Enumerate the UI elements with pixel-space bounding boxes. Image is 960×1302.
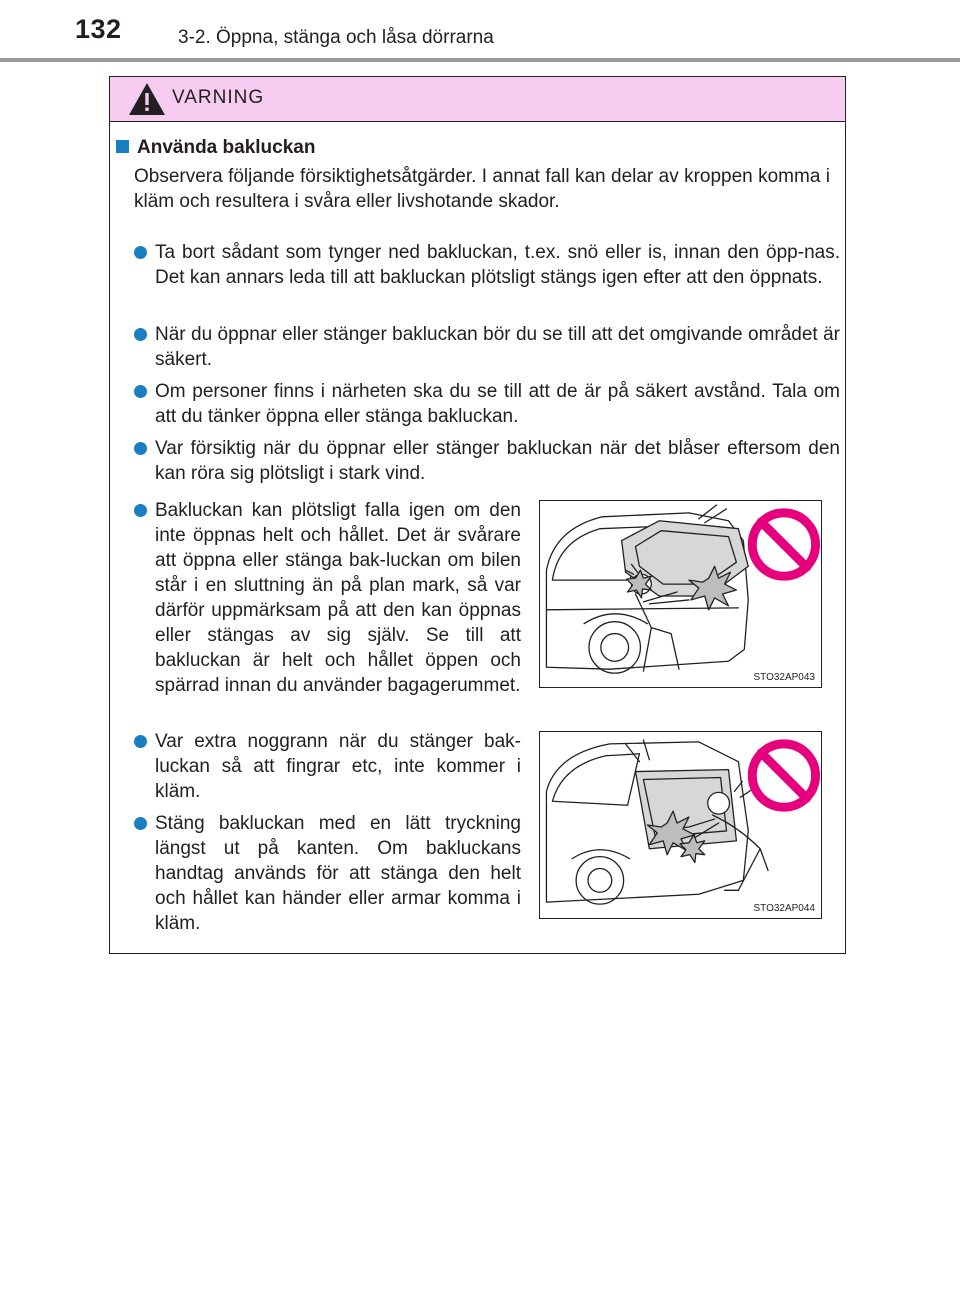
header-rule: [0, 58, 960, 62]
list-item-text: Om personer finns i närheten ska du se till att de är på säkert avstånd. Tala om att du tänker öppna eller stänga bakluckan.: [155, 381, 840, 427]
bullet-dot-icon: [134, 817, 147, 830]
list-item: [134, 436, 840, 486]
warning-box: [109, 76, 846, 954]
subsection-heading-text: Använda bakluckan: [137, 137, 316, 158]
page-header: [0, 0, 960, 64]
figure-code: STO32AP043: [753, 672, 815, 683]
list-item: [134, 811, 521, 936]
list-item: [134, 240, 840, 290]
section-title: 3-2. Öppna, stänga och låsa dörrarna: [178, 27, 494, 48]
list-item-text: När du öppnar eller stänger bakluckan bör du se till att det omgivande området är säkert.: [155, 324, 840, 370]
bullet-dot-icon: [134, 504, 147, 517]
figure-code: STO32AP044: [753, 903, 815, 914]
intro-text: Observera följande försiktighetsåtgärder. I annat fall kan delar av kroppen komma i kläm och resultera i svåra eller livshotande skador.: [134, 166, 830, 212]
list-item-text: Bakluckan kan plötsligt falla igen om den inte öppnas helt och hållet. Det är svårare att öppna eller stänga bak-luckan om bilen står i en sluttning än på plan mark, så var därför uppmärksam på att den kan öppnas eller stängas av sig själv. Se till att bakluckan är helt och hållet öppen och spärrad innan du använder bagagerummet.: [155, 500, 521, 696]
prohibition-icon: [752, 744, 815, 807]
illustration-tailgate-closing: [539, 731, 822, 919]
list-item-text: Stäng bakluckan med en lätt tryckning längst ut på kanten. Om bakluckans handtag används för att stänga den helt och hållet kan händer eller armar komma i kläm.: [155, 813, 521, 934]
bullet-dot-icon: [134, 385, 147, 398]
warning-triangle-icon: [128, 82, 166, 116]
list-item-text: Ta bort sådant som tynger ned bakluckan, t.ex. snö eller is, innan den öpp-nas. Det kan annars leda till att bakluckan plötsligt stängs igen efter att den öppnats.: [155, 242, 840, 288]
bullet-dot-icon: [134, 442, 147, 455]
illustration-tailgate-falling: [539, 500, 822, 688]
bullet-dot-icon: [134, 246, 147, 259]
page-number: 132: [75, 14, 122, 44]
prohibition-icon: [752, 513, 815, 576]
list-item-text: Var extra noggrann när du stänger bak-luckan så att fingrar etc, inte kommer i kläm.: [155, 731, 521, 802]
square-bullet-icon: [116, 140, 129, 153]
list-item: [134, 322, 840, 372]
bullet-dot-icon: [134, 735, 147, 748]
list-item: [134, 729, 521, 804]
warning-title: VARNING: [172, 87, 265, 108]
bullet-dot-icon: [134, 328, 147, 341]
subsection-heading: [116, 137, 315, 159]
list-item: [134, 498, 521, 698]
list-item-text: Var försiktig när du öppnar eller stänger bakluckan när det blåser eftersom den kan röra sig plötsligt i stark vind.: [155, 438, 840, 484]
list-item: [134, 379, 840, 429]
warning-header: [110, 77, 845, 122]
